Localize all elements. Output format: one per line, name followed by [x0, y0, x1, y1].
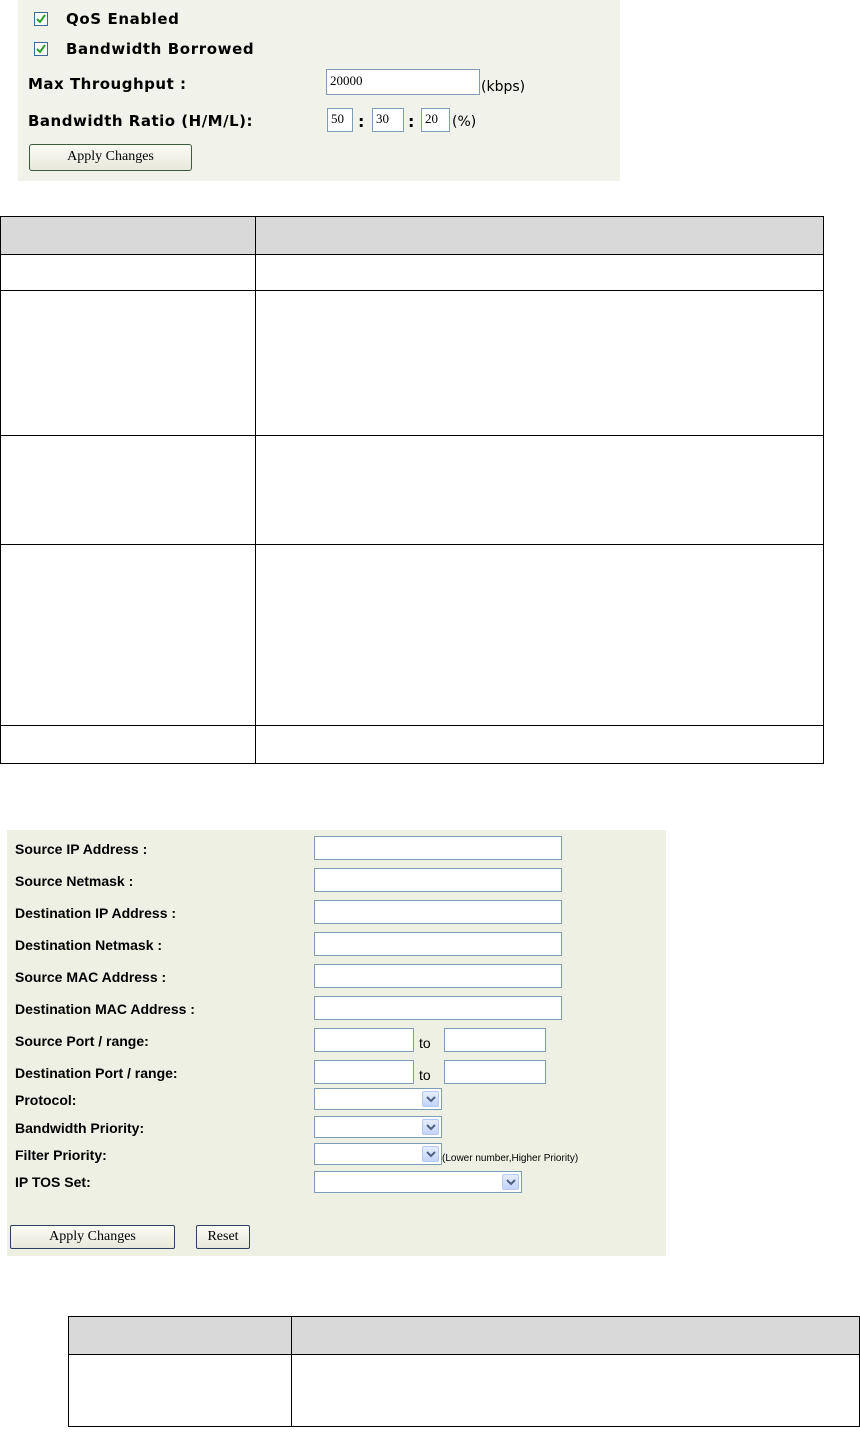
- dest-port-label: Destination Port / range:: [15, 1065, 178, 1081]
- qos-enabled-checkbox[interactable]: [34, 12, 48, 26]
- ratio-unit: (%): [452, 114, 477, 130]
- bandwidth-ratio-label: Bandwidth Ratio (H/M/L):: [28, 112, 253, 130]
- table-row: [1, 436, 824, 545]
- checkmark-icon: [36, 44, 46, 54]
- source-port-from-input[interactable]: [314, 1028, 414, 1052]
- source-port-label: Source Port / range:: [15, 1033, 149, 1049]
- table-cell: [256, 545, 824, 726]
- bandwidth-priority-label: Bandwidth Priority:: [15, 1120, 145, 1136]
- qos-settings-panel: [18, 0, 620, 181]
- ip-tos-label: IP TOS Set:: [15, 1174, 91, 1190]
- protocol-label: Protocol:: [15, 1092, 77, 1108]
- table-cell: [1, 255, 256, 291]
- filter-priority-select[interactable]: [314, 1143, 442, 1165]
- table-cell: [256, 291, 824, 436]
- table-row: [1, 291, 824, 436]
- source-netmask-input[interactable]: [314, 868, 562, 892]
- ip-tos-select[interactable]: [314, 1171, 522, 1193]
- ratio-low-input[interactable]: 20: [421, 108, 450, 132]
- dest-port-to-input[interactable]: [444, 1060, 546, 1084]
- chevron-down-icon[interactable]: [422, 1146, 439, 1162]
- filter-priority-note: (Lower number,Higher Priority): [442, 1153, 579, 1164]
- dest-netmask-input[interactable]: [314, 932, 562, 956]
- table-row: [1, 726, 824, 764]
- max-throughput-input[interactable]: 20000: [326, 69, 480, 95]
- source-netmask-label: Source Netmask :: [15, 873, 134, 889]
- checkmark-icon: [36, 14, 46, 24]
- table-cell: [256, 255, 824, 291]
- table-cell: [292, 1355, 860, 1427]
- description-table: [0, 216, 824, 764]
- source-mac-input[interactable]: [314, 964, 562, 988]
- apply-changes-button[interactable]: Apply Changes: [29, 144, 192, 171]
- qos-enabled-row[interactable]: [34, 9, 180, 29]
- bandwidth-priority-select[interactable]: [314, 1116, 442, 1138]
- source-ip-input[interactable]: [314, 836, 562, 860]
- dest-netmask-label: Destination Netmask :: [15, 937, 163, 953]
- dest-mac-input[interactable]: [314, 996, 562, 1020]
- table-cell: [1, 291, 256, 436]
- table-header-cell: [292, 1317, 860, 1355]
- table-header-cell: [1, 217, 256, 255]
- table-cell: [1, 436, 256, 545]
- ratio-separator: :: [408, 112, 415, 131]
- source-mac-label: Source MAC Address :: [15, 969, 167, 985]
- source-port-to-input[interactable]: [444, 1028, 546, 1052]
- table-cell: [256, 726, 824, 764]
- bandwidth-borrowed-row[interactable]: [34, 39, 254, 59]
- max-throughput-unit: (kbps): [481, 79, 526, 95]
- table-header-row: [1, 217, 824, 255]
- ratio-medium-input[interactable]: 30: [372, 108, 404, 132]
- max-throughput-label: Max Throughput :: [28, 75, 187, 93]
- protocol-select[interactable]: [314, 1088, 442, 1110]
- qos-enabled-label: QoS Enabled: [66, 10, 180, 28]
- qos-filter-panel: [7, 830, 666, 1256]
- table-cell: [1, 545, 256, 726]
- dest-ip-label: Destination IP Address :: [15, 905, 177, 921]
- dest-ip-input[interactable]: [314, 900, 562, 924]
- ratio-separator: :: [358, 112, 365, 131]
- bandwidth-borrowed-label: Bandwidth Borrowed: [66, 40, 255, 58]
- source-ip-label: Source IP Address :: [15, 841, 148, 857]
- filter-description-table: [68, 1316, 860, 1427]
- table-header-row: [69, 1317, 860, 1355]
- table-header-cell: [69, 1317, 292, 1355]
- table-cell: [1, 726, 256, 764]
- table-header-cell: [256, 217, 824, 255]
- table-cell: [69, 1355, 292, 1427]
- filter-apply-changes-button[interactable]: Apply Changes: [10, 1225, 175, 1249]
- chevron-down-icon[interactable]: [502, 1174, 519, 1190]
- ratio-high-input[interactable]: 50: [327, 108, 353, 132]
- dest-port-from-input[interactable]: [314, 1060, 414, 1084]
- table-cell: [256, 436, 824, 545]
- range-to-label: to: [419, 1067, 431, 1083]
- chevron-down-icon[interactable]: [422, 1119, 439, 1135]
- table-row: [1, 545, 824, 726]
- reset-button[interactable]: Reset: [196, 1225, 250, 1249]
- table-row: [69, 1355, 860, 1427]
- filter-priority-label: Filter Priority:: [15, 1147, 107, 1163]
- range-to-label: to: [419, 1035, 431, 1051]
- dest-mac-label: Destination MAC Address :: [15, 1001, 195, 1017]
- bandwidth-borrowed-checkbox[interactable]: [34, 42, 48, 56]
- chevron-down-icon[interactable]: [422, 1091, 439, 1107]
- table-row: [1, 255, 824, 291]
